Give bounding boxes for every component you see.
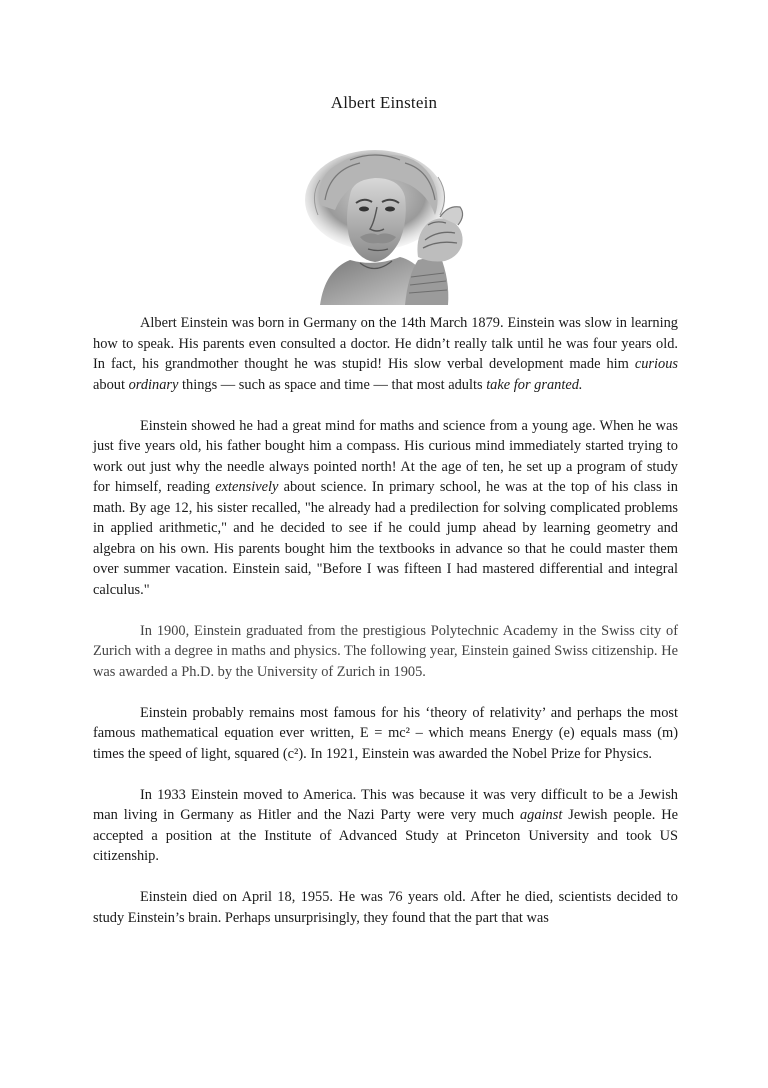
paragraph-text: In 1933 Einstein moved to America. This was because it was very difficult to be a Jewish man living in Germany as Hitler and the Nazi Party were very much bbox=[93, 786, 678, 823]
emphasis-text: extensively bbox=[215, 479, 279, 495]
paragraph bbox=[93, 313, 678, 395]
paragraph bbox=[93, 703, 678, 765]
page-title: Albert Einstein bbox=[330, 93, 438, 112]
paragraph-text: Einstein died on April 18, 1955. He was 76 years old. After he died, scientists decided to study Einstein’s brain. Perhaps unsurprisingly, they found that the part that was bbox=[93, 889, 678, 926]
emphasis-text: against bbox=[519, 807, 563, 823]
emphasis-text: ordinary bbox=[128, 376, 179, 393]
paragraph-text: things — such as space and time — that most adults bbox=[178, 376, 487, 393]
paragraph-text: In 1900, Einstein graduated from the prestigious Polytechnic Academy in the Swiss city of Zurich with a degree in maths and physics. The following year, Einstein gained Swiss citizenship. He was awarded a Ph.D. by the University of Zurich in 1905. bbox=[93, 622, 678, 680]
paragraph-text: Einstein probably remains most famous for his ‘theory of relativity’ and perhaps the most famous mathematical equation ever written, E = mc² – which means Energy (e) equals mass (m) times the speed of light, squared (c²). In 1921, Einstein was awarded the Nobel Prize for Physics. bbox=[93, 704, 678, 762]
einstein-portrait-image bbox=[290, 145, 490, 305]
paragraph bbox=[93, 416, 678, 601]
paragraph bbox=[93, 785, 678, 867]
paragraph-text: about bbox=[93, 376, 129, 393]
paragraph bbox=[93, 887, 678, 928]
paragraph-text: Albert Einstein was born in Germany on the 14th March 1879. Einstein was slow in learning how to speak. His parents even consulted a doctor. He didn’t really talk until he was four years old. In fact, his grandmother thought he was stupid! His slow verbal development made him bbox=[93, 315, 678, 372]
emphasis-text: take for granted. bbox=[486, 376, 583, 393]
paragraph-text: Einstein showed he had a great mind for maths and science from a young age. When he was just five years old, his father bought him a compass. His curious mind immediately started trying to work out just why the needle always pointed north! At the age of ten, he set up a program of study for himself, reading bbox=[93, 417, 678, 495]
article-body bbox=[93, 313, 678, 949]
paragraph bbox=[93, 621, 678, 683]
paragraph-text: about science. In primary school, he was at the top of his class in math. By age 12, his sister recalled, "he already had a predilection for solving complicated problems in applied arithmetic," and he decided to see if he could jump ahead by learning geometry and algebra on his own. His parents bought him the textbooks in advance so that he could master them over summer vacation. Einstein said, "Before I was fifteen I had mastered differential and integral calculus." bbox=[93, 479, 678, 598]
paragraph-text: Jewish people. He accepted a position at the Institute of Advanced Study at Princeton University and took US citizenship. bbox=[93, 807, 678, 864]
emphasis-text: curious bbox=[634, 356, 678, 372]
